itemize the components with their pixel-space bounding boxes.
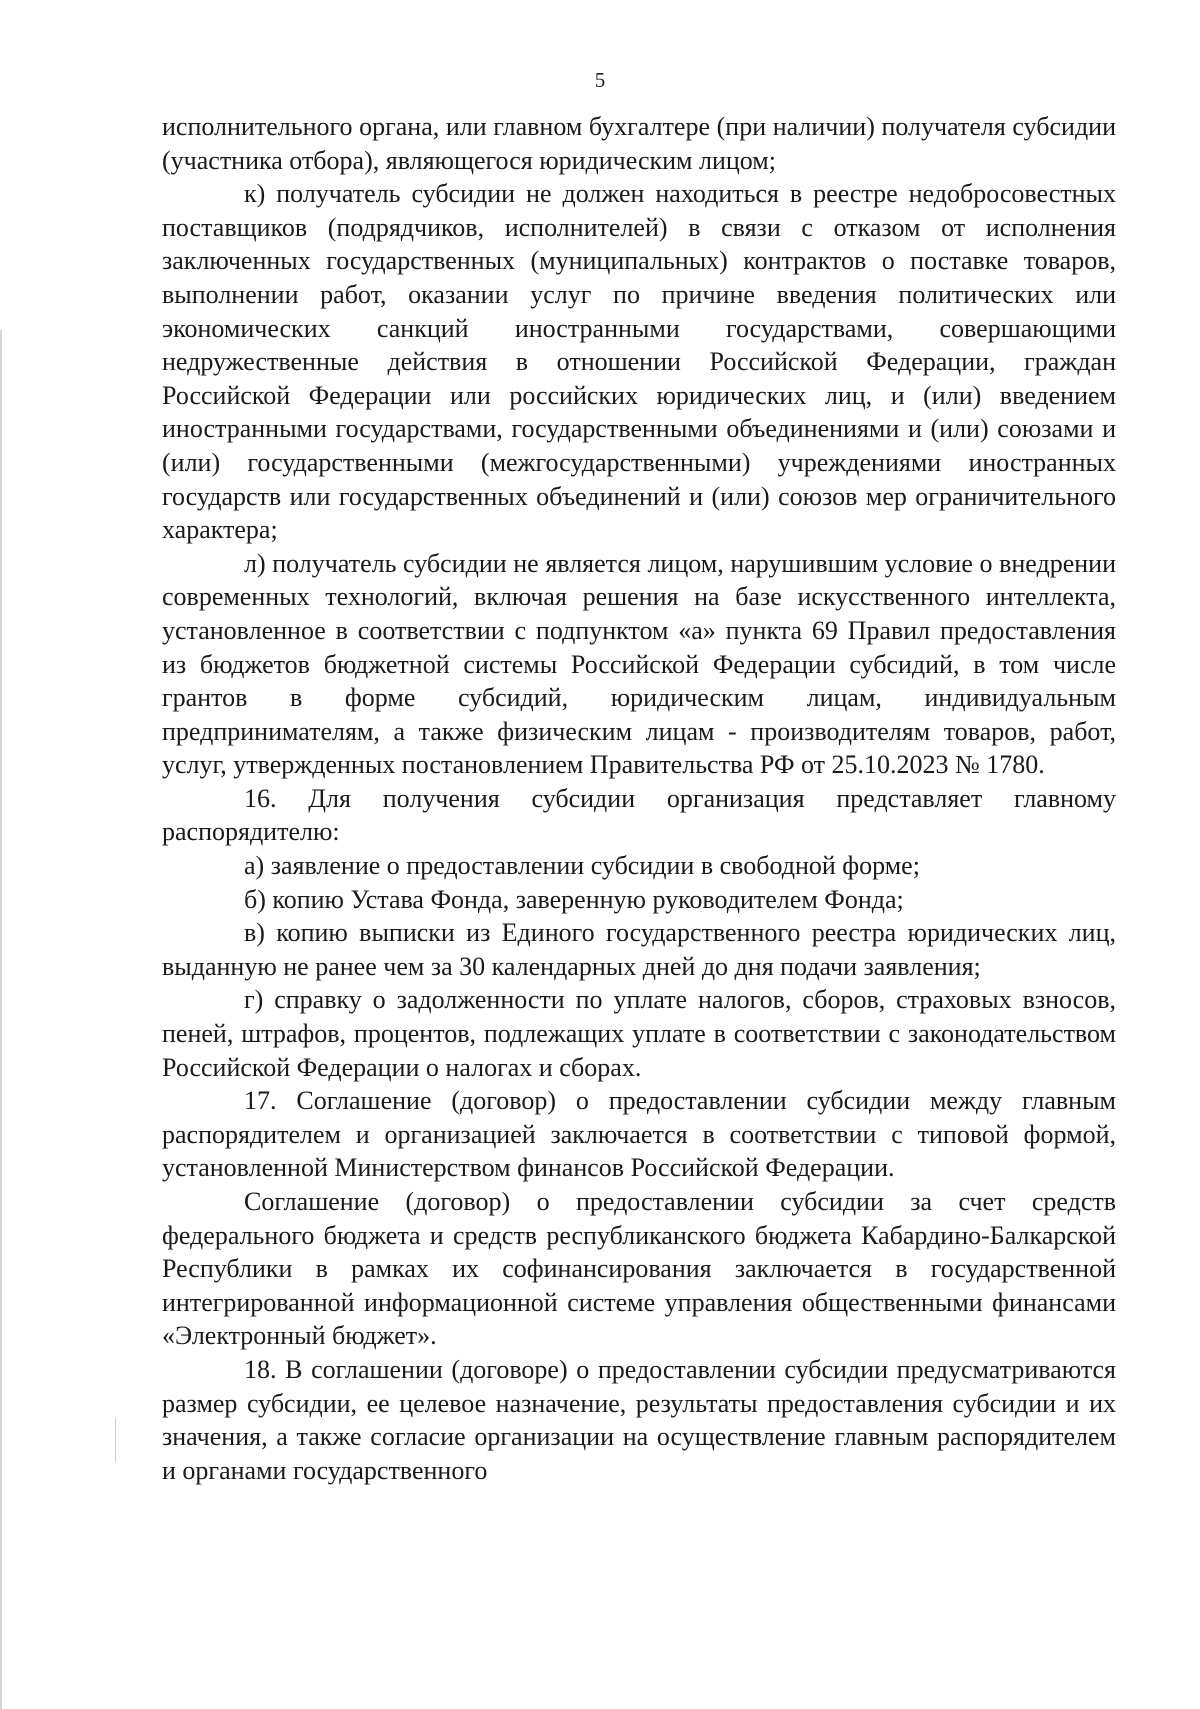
paragraph-item-l: л) получатель субсидии не является лицом, нарушившим условие о внедрении современных технологий, включая решения на базе искусственного интеллекта, установленное в соответствии с подпунктом «а» пункта 69 Правил предоставления из бюджетов бюджетной системы Российской Федерации субсидий, в том числе грантов в форме субсидий, юридическим лицам, индивидуальным предпринимателям, а также физическим лицам - производителям товаров, работ, услуг, утвержденных постановлением Правительства РФ от 25.10.2023 № 1780. <box>162 548 1116 780</box>
paragraph-item-a: а) заявление о предоставлении субсидии в свободной форме; <box>244 851 920 881</box>
document-body <box>162 110 1116 1487</box>
paragraph-clause-18: 18. В соглашении (договоре) о предоставлении субсидии предусматриваются размер субсидии, ее целевое назначение, результаты предоставления субсидии и их значения, а также согласие организации на осуществление главным распорядителем и органами государственного <box>162 1354 1116 1485</box>
paragraph-clause-17: 17. Соглашение (договор) о предоставлении субсидии между главным распорядителем и организацией заключается в соответствии с типовой формой, установленной Министерством финансов Российской Федерации. <box>162 1086 1116 1183</box>
scan-artifact-mark <box>115 1418 116 1462</box>
scan-edge-shadow <box>0 330 2 1709</box>
paragraph-continuation: исполнительного органа, или главном бухгалтере (при наличии) получателя субсидии (участника отбора), являющегося юридическим лицом; <box>162 112 1116 175</box>
paragraph-agreement-budget: Соглашение (договор) о предоставлении субсидии за счет средств федерального бюджета и средств республиканского бюджета Кабардино-Балкарской Республики в рамках их софинансирования заключается в государственной интегрированной информационной системе управления общественными финансами «Электронный бюджет». <box>162 1187 1116 1351</box>
paragraph-item-g: г) справку о задолженности по уплате налогов, сборов, страховых взносов, пеней, штрафов, процентов, подлежащих уплате в соответствии с законодательством Российской Федерации о налогах и сборах. <box>162 985 1116 1082</box>
paragraph-item-b: б) копию Устава Фонда, заверенную руководителем Фонда; <box>244 884 904 914</box>
paragraph-item-v: в) копию выписки из Единого государственного реестра юридических лиц, выданную не ранее чем за 30 календарных дней до дня подачи заявления; <box>162 918 1116 981</box>
paragraph-item-k: к) получатель субсидии не должен находиться в реестре недобросовестных поставщиков (подрядчиков, исполнителей) в связи с отказом от исполнения заключенных государственных (муниципальных) контрактов о поставке товаров, выполнении работ, оказании услуг по причине введения политических или экономических санкций иностранными государствами, совершающими недружественные действия в отношении Российской Федерации, граждан Российской Федерации или российских юридических лиц, и (или) введением иностранными государствами, государственными объединениями и (или) союзами и (или) государственными (межгосударственными) учреждениями иностранных государств или государственных объединений и (или) союзов мер ограничительного характера; <box>162 179 1116 545</box>
page-number: 5 <box>594 68 606 92</box>
paragraph-clause-16: 16. Для получения субсидии организация представляет главному распорядителю: <box>162 783 1116 847</box>
